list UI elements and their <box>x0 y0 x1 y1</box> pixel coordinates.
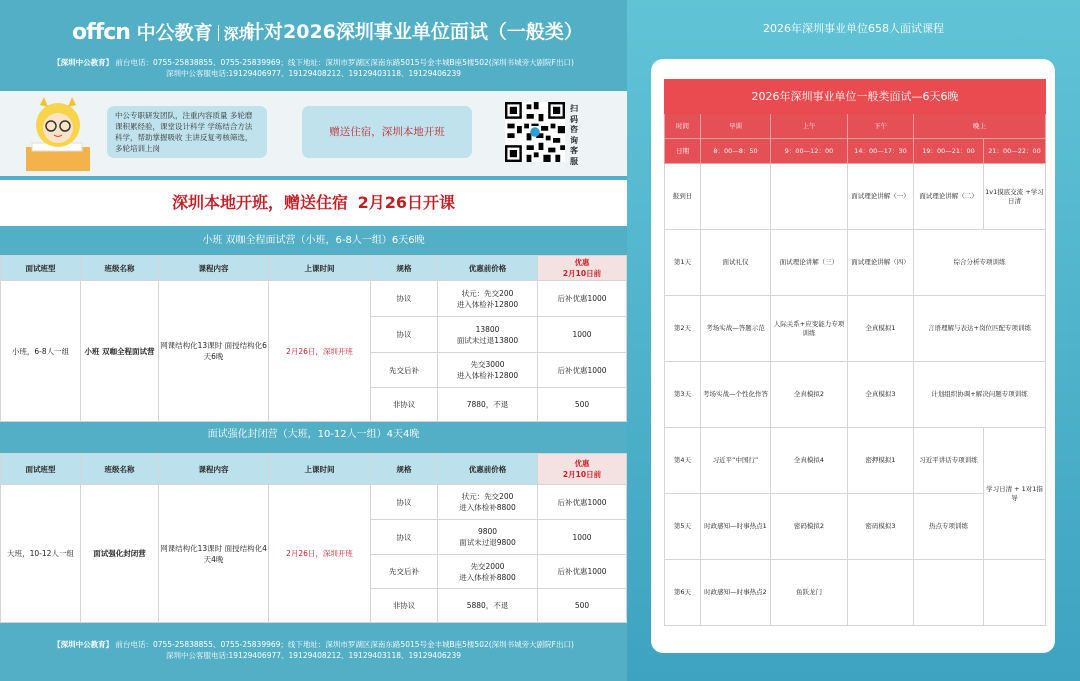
session-cell: 1v1摸底交流 +学习日清 <box>984 164 1046 230</box>
time-eve2: 21：00—22：00 <box>984 139 1046 164</box>
spec: 协议 <box>371 281 438 317</box>
hdr-eve: 晚上 <box>914 114 1046 139</box>
session-cell: 全真模拟4 <box>771 428 848 494</box>
class-date: 2月26日，深圳开班 <box>269 281 371 422</box>
schedule-caption: 2026年深圳事业单位一般类面试—6天6晚 <box>665 80 1046 114</box>
col-class-name: 班级名称 <box>81 454 159 485</box>
col-price: 优惠前价格 <box>438 256 538 281</box>
session-cell: 密码模拟3 <box>848 494 914 560</box>
spec: 协议 <box>371 317 438 353</box>
discount: 1000 <box>538 520 627 555</box>
hdr-am: 上午 <box>771 114 848 139</box>
session-cell: 学习日清 + 1对1指导 <box>984 428 1046 560</box>
schedule-table <box>664 79 1046 626</box>
day-label: 第1天 <box>665 230 701 296</box>
hdr-early: 早训 <box>701 114 771 139</box>
session-cell: 面试礼仪 <box>701 230 771 296</box>
class-type: 大班，10-12人一组 <box>1 485 81 623</box>
table-row <box>665 362 1046 428</box>
col-date: 上课时间 <box>269 454 371 485</box>
class-date: 2月26日，深圳开班 <box>269 485 371 623</box>
session-cell: 考场实战—答题示范 <box>701 296 771 362</box>
mascot-illustration <box>18 95 98 173</box>
session-cell: 热点专项训练 <box>914 494 984 560</box>
table-row <box>665 428 1046 494</box>
session-cell: 面试理论讲解（二） <box>914 164 984 230</box>
qr-label: 扫码咨询客服 <box>570 104 578 166</box>
day-label: 第3天 <box>665 362 701 428</box>
price: 状元：先交200 进入体检补8800 <box>438 485 538 520</box>
promo-strip <box>0 91 627 176</box>
gift-box: 赠送住宿，深圳本地开班 <box>302 106 472 158</box>
col-class-type: 面试班型 <box>1 256 81 281</box>
table-row <box>665 164 1046 230</box>
contact-info-bottom: 【深圳中公教育】 前台电话：0755-25838855、0755-25839969；线下地址：深圳市罗湖区深南东路5015号金丰城B座5楼502(深圳书城旁大剧院F出口) 深圳中公客服电话:19129406977、19129408212、19129403118、19129406239 <box>53 640 574 660</box>
table-row <box>665 296 1046 362</box>
session-cell: 人际关系+应变能力专项训练 <box>771 296 848 362</box>
discount: 后补优惠1000 <box>538 281 627 317</box>
session-cell: 习近平“中国行” <box>701 428 771 494</box>
session-cell: 密码模拟2 <box>771 494 848 560</box>
course-content: 网课结构化13课时 面授结构化6天6晚 <box>159 281 269 422</box>
intro-box: 中公专职研发团队，注重内容质量 多轮磨课积累经验，课堂设计科学 学练结合方法科学，帮助掌握吸收 主讲反复考核筛选，多轮培训上岗 <box>107 106 267 158</box>
spec: 协议 <box>371 520 438 555</box>
table-row <box>665 560 1046 626</box>
price: 13800 面试未过退13800 <box>438 317 538 353</box>
session-cell: 密押模拟1 <box>848 428 914 494</box>
price: 9800 面试未过退9800 <box>438 520 538 555</box>
discount: 后补优惠1000 <box>538 353 627 388</box>
price-table-small <box>0 255 627 422</box>
qr-code[interactable] <box>505 102 565 162</box>
spec: 先交后补 <box>371 353 438 388</box>
session-cell: 面试理论讲解（一） <box>848 164 914 230</box>
section2-title: 面试强化封闭营（大班，10-12人一组）4天4晚 <box>0 422 627 448</box>
day-label: 第5天 <box>665 494 701 560</box>
discount: 500 <box>538 388 627 422</box>
contact-info-top: 【深圳中公教育】 前台电话：0755-25838855、0755-25839969；线下地址：深圳市罗湖区深南东路5015号金丰城B座5楼502(深圳书城旁大剧院F出口) 深圳中公客服电话:19129406977、19129408212、19129403118、19129406239 <box>53 58 574 78</box>
day-label: 第4天 <box>665 428 701 494</box>
opening-banner: 深圳本地开班，赠送住宿 2月26日开课 <box>0 180 627 226</box>
col-discount: 优惠 2月10日前 <box>538 454 627 485</box>
brand-logo: offcn 中公教育 深圳 <box>72 20 254 45</box>
col-discount: 优惠 2月10日前 <box>538 256 627 281</box>
discount: 500 <box>538 589 627 623</box>
col-price: 优惠前价格 <box>438 454 538 485</box>
discount: 1000 <box>538 317 627 353</box>
col-class-name: 班级名称 <box>81 256 159 281</box>
session-cell: 面试理论讲解（四） <box>848 230 914 296</box>
price: 5880，不退 <box>438 589 538 623</box>
col-class-type: 面试班型 <box>1 454 81 485</box>
col-spec: 规格 <box>371 256 438 281</box>
session-cell: 鱼跃龙门 <box>771 560 848 626</box>
price-table-large <box>0 453 627 623</box>
session-cell: 言语理解与表达+岗位匹配专项训练 <box>914 296 1046 362</box>
session-cell: 全真模拟2 <box>771 362 848 428</box>
time-early: 8：00—8：50 <box>701 139 771 164</box>
spec: 先交后补 <box>371 555 438 589</box>
day-label: 第2天 <box>665 296 701 362</box>
table-row <box>1 281 627 317</box>
session-cell: 面试理论讲解（三） <box>771 230 848 296</box>
col-spec: 规格 <box>371 454 438 485</box>
discount: 后补优惠1000 <box>538 555 627 589</box>
class-name: 小班 双咖全程面试营 <box>81 281 159 422</box>
session-cell: 全真模拟1 <box>848 296 914 362</box>
time-pm: 14：00—17：30 <box>848 139 914 164</box>
discount: 后补优惠1000 <box>538 485 627 520</box>
day-label: 第6天 <box>665 560 701 626</box>
time-eve1: 19：00—21：00 <box>914 139 984 164</box>
session-cell: 全真模拟3 <box>848 362 914 428</box>
hdr-pm: 下午 <box>848 114 914 139</box>
session-cell: 综合分析专项训练 <box>914 230 1046 296</box>
course-content: 网课结构化13课时 面授结构化4天4晚 <box>159 485 269 623</box>
price: 先交3000 进入体检补12800 <box>438 353 538 388</box>
col-date: 上课时间 <box>269 256 371 281</box>
col-content: 课程内容 <box>159 256 269 281</box>
page-title: 针对2026深圳事业单位面试（一般类） <box>245 21 583 43</box>
price: 先交2000 进入体检补8800 <box>438 555 538 589</box>
session-cell: 计划组织协调+解决问题专项训练 <box>914 362 1046 428</box>
class-name: 面试强化封闭营 <box>81 485 159 623</box>
session-cell: 习近平讲话专项训练 <box>914 428 984 494</box>
hdr-time: 时间 <box>665 114 701 139</box>
table-row <box>1 485 627 520</box>
schedule-page-title: 2026年深圳事业单位658人面试课程 <box>763 22 944 35</box>
price: 7880，不退 <box>438 388 538 422</box>
session-cell: 时政感知—时事热点2 <box>701 560 771 626</box>
session-cell: 时政感知—时事热点1 <box>701 494 771 560</box>
class-type: 小班，6-8人一组 <box>1 281 81 422</box>
day-label: 报到日 <box>665 164 701 230</box>
col-content: 课程内容 <box>159 454 269 485</box>
session-cell: 考场实战—个性化作答 <box>701 362 771 428</box>
section1-title: 小班 双咖全程面试营（小班，6-8人一组）6天6晚 <box>0 228 627 254</box>
spec: 非协议 <box>371 388 438 422</box>
table-row <box>665 230 1046 296</box>
spec: 协议 <box>371 485 438 520</box>
hdr-date: 日期 <box>665 139 701 164</box>
time-am: 9：00—12：00 <box>771 139 848 164</box>
price: 状元：先交200 进入体检补12800 <box>438 281 538 317</box>
spec: 非协议 <box>371 589 438 623</box>
